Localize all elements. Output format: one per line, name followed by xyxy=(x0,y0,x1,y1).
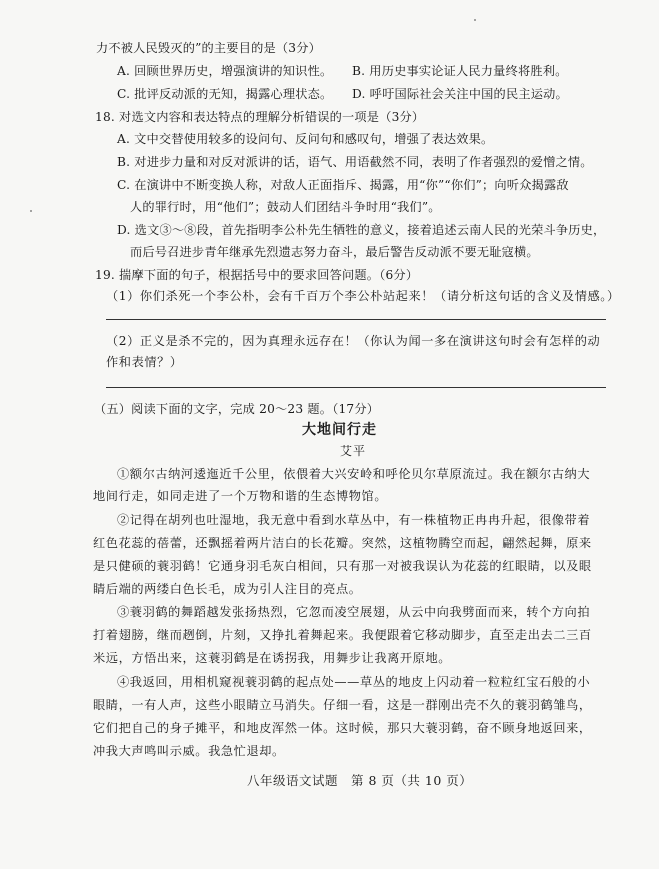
paragraph-line: ③蓑羽鹤的舞蹈越发张扬热烈，它忽而凌空展翅，从云中向我劈面而来，转个方向拍 xyxy=(117,605,591,619)
q17-option-b: B. 用历史事实论证人民力量终将胜利。 xyxy=(352,64,568,78)
scan-speck xyxy=(474,19,476,21)
q19-stem: 19. 揣摩下面的句子，根据括号中的要求回答问题。（6分） xyxy=(95,268,419,282)
scan-speck xyxy=(30,210,32,212)
article-title: 大地间行走 xyxy=(302,422,377,438)
q18-option-c-cont: 人的罪行时，用“他们”；鼓动人们团结斗争时用“我们”。 xyxy=(130,200,441,214)
section-heading: （五）阅读下面的文字，完成 20～23 题。（17分） xyxy=(94,402,380,416)
q17-stem-tail: 力不被人民毁灭的”的主要目的是（3分） xyxy=(96,41,321,55)
paragraph-line: ④我返回，用相机窥视蓑羽鹤的起点处——草丛的地皮上闪动着一粒粒红宝石般的小 xyxy=(117,675,591,689)
paragraph-line: ①额尔古纳河逶迤近千公里，依偎着大兴安岭和呼伦贝尔草原流过。我在额尔古纳大 xyxy=(117,467,591,481)
paragraph-line: 米远，方悟出来，这蓑羽鹤是在诱拐我，用舞步让我离开原地。 xyxy=(93,651,452,665)
q18-option-c: C. 在演讲中不断变换人称，对敌人正面指斥、揭露，用“你”“你们”；向听众揭露敌 xyxy=(117,178,569,192)
answer-line-1[interactable] xyxy=(106,319,606,320)
article-author: 艾平 xyxy=(340,444,367,458)
q19-sub2-cont: 作和表情？） xyxy=(106,355,183,369)
q18-option-b: B. 对进步力量和对反对派讲的话，语气、用语截然不同，表明了作者强烈的爱憎之情。 xyxy=(117,155,593,169)
paragraph-line: ②记得在胡列也吐湿地，我无意中看到水草丛中，有一株植物正冉冉升起，很像带着 xyxy=(117,513,591,527)
q19-sub1: （1）你们杀死一个李公朴，会有千百万个李公朴站起来！（请分析这句话的含义及情感。） xyxy=(106,289,620,303)
q17-option-a: A. 回顾世界历史，增强演讲的知识性。 xyxy=(117,64,333,78)
paragraph-line: 地间行走，如同走进了一个万物和谐的生态博物馆。 xyxy=(93,489,388,503)
paragraph-line: 打着翅膀，继而趔倒，片刻，又挣扎着舞起来。我便跟着它移动脚步，直至走出去二三百 xyxy=(93,628,592,642)
paragraph-line: 它们把自己的身子摊平，和地皮浑然一体。这时候，那只大蓑羽鹤，奋不顾身地返回来， xyxy=(93,721,592,735)
q19-sub2: （2）正义是杀不完的，因为真理永远存在！（你认为闻一多在演讲这句时会有怎样的动 xyxy=(106,334,601,348)
paragraph-line: 睛后端的两缕白色长毛，成为引人注目的亮点。 xyxy=(93,582,362,596)
page-footer: 八年级语文试题 第 8 页（共 10 页） xyxy=(247,773,473,788)
q18-option-d: D. 选文③～⑧段，首先指明李公朴先生牺牲的意义，接着追述云南人民的光荣斗争历史， xyxy=(117,223,606,237)
q18-stem: 18. 对选文内容和表达特点的理解分析错误的一项是（3分） xyxy=(95,110,425,124)
paragraph-line: 是只健硕的蓑羽鹤！它通身羽毛灰白相间，只有那一对被我误认为花蕊的红眼睛，以及眼 xyxy=(93,559,592,573)
paragraph-line: 冲我大声鸣叫示威。我急忙退却。 xyxy=(93,744,285,758)
q17-option-c: C. 批评反动派的无知，揭露心理状态。 xyxy=(117,87,333,101)
paragraph-line: 眼睛，一有人声，这些小眼睛立马消失。仔细一看，这是一群刚出壳不久的蓑羽鹤雏鸟， xyxy=(93,698,592,712)
paragraph-line: 红色花蕊的蓓蕾，还飘摇着两片洁白的长花瓣。突然，这植物腾空而起，翩然起舞，原来 xyxy=(93,536,592,550)
answer-line-2[interactable] xyxy=(106,387,606,388)
q18-option-d-cont: 而后号召进步青年继承先烈遗志努力奋斗，最后警告反动派不要无耻寇横。 xyxy=(130,245,539,259)
q17-option-d: D. 呼吁国际社会关注中国的民主运动。 xyxy=(352,87,568,101)
q18-option-a: A. 文中交替使用较多的设问句、反问句和感叹句，增强了表达效果。 xyxy=(117,132,494,146)
